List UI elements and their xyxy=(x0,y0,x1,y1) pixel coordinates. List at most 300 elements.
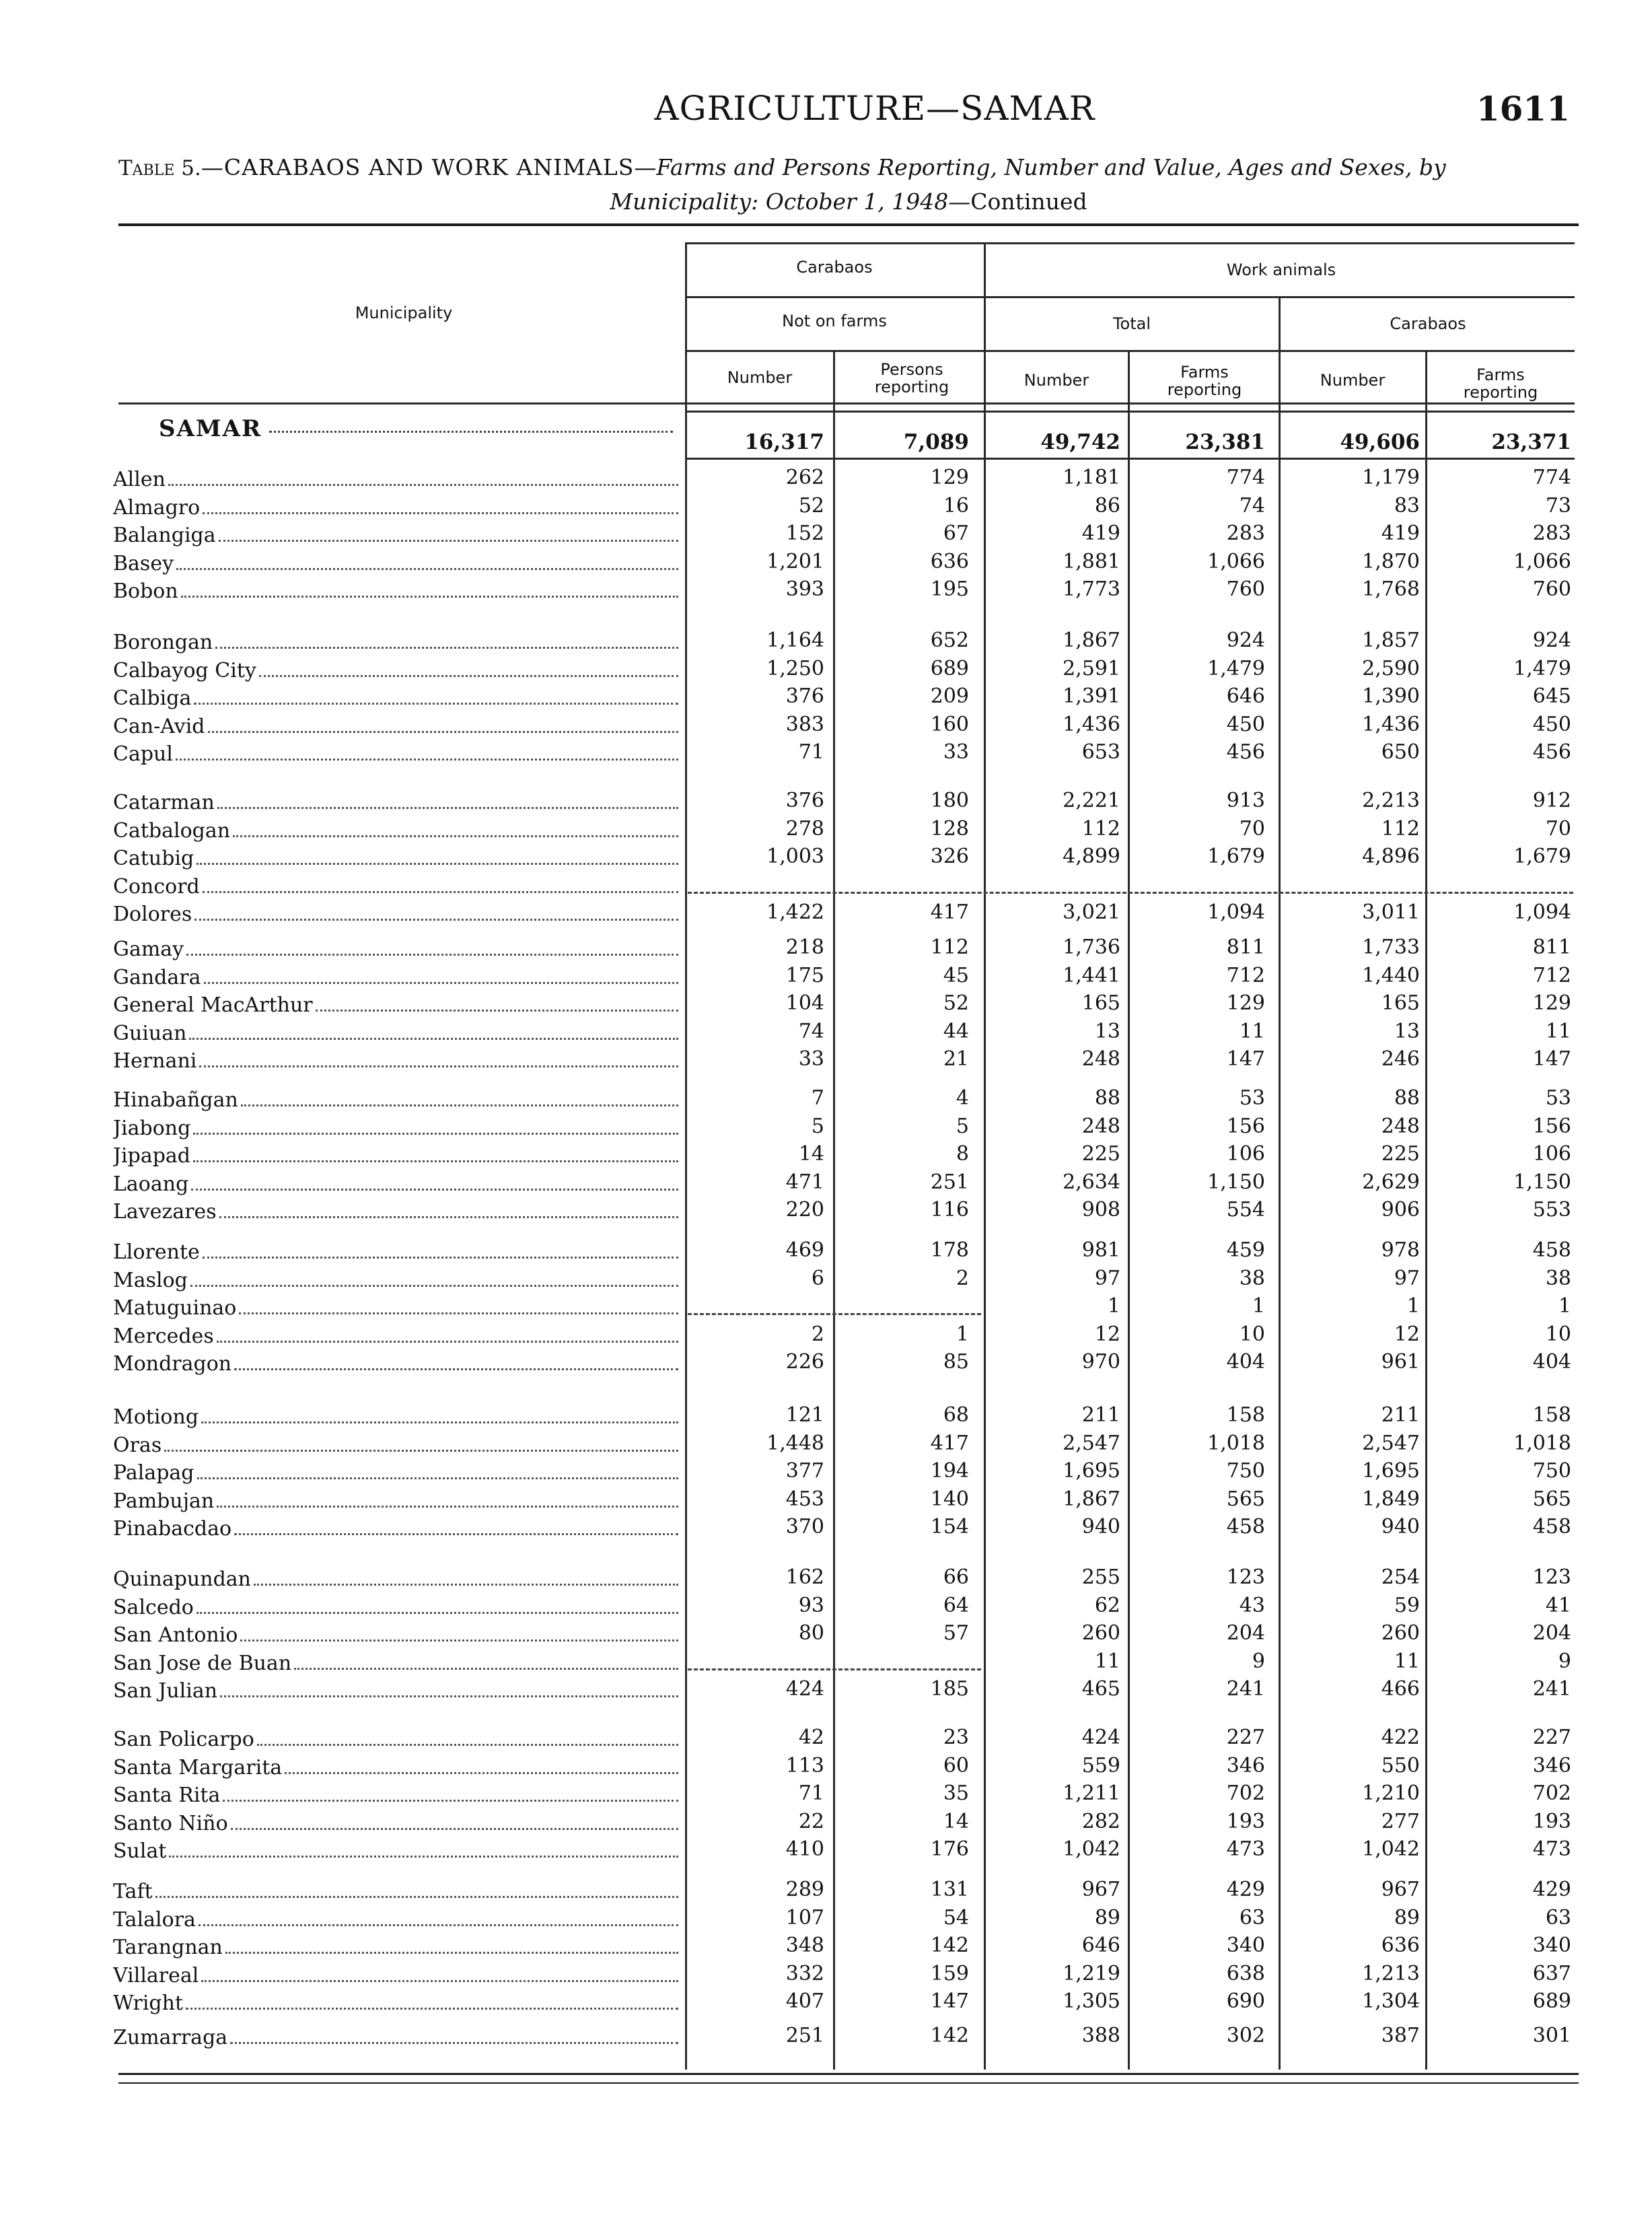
persons-reporting-cell: 417 xyxy=(930,901,969,924)
not-on-farms-number-cell: 33 xyxy=(798,1047,824,1071)
not-on-farms-number-cell: 22 xyxy=(798,1809,824,1833)
work-animals-farms-cell: 750 xyxy=(1226,1459,1265,1483)
carabaos-farms-cell: 712 xyxy=(1532,963,1571,987)
persons-reporting-cell: 35 xyxy=(943,1782,969,1805)
not-on-farms-number-cell: 80 xyxy=(798,1621,824,1645)
dot-leader xyxy=(201,1980,678,1982)
persons-reporting-cell: 194 xyxy=(930,1459,969,1483)
persons-reporting-cell: 142 xyxy=(930,2024,969,2047)
municipality-cell xyxy=(113,1169,678,1196)
work-animals-farms-cell: 38 xyxy=(1239,1266,1265,1290)
municipality-cell xyxy=(113,1113,678,1140)
table-row xyxy=(0,934,1652,961)
table-row xyxy=(0,787,1652,814)
table-row xyxy=(0,1988,1652,2015)
col-header-farms-reporting: Farms reporting xyxy=(1463,365,1538,402)
not-on-farms-number-cell: 107 xyxy=(785,1905,824,1930)
persons-reporting-cell: 142 xyxy=(930,1934,969,1957)
carabaos-farms-cell: 301 xyxy=(1532,2024,1571,2047)
dot-leader xyxy=(208,731,679,733)
persons-reporting-cell: 180 xyxy=(930,789,969,812)
table-row xyxy=(0,1876,1652,1903)
municipality-name: Bobon xyxy=(113,579,178,603)
municipality-name: Laoang xyxy=(113,1172,189,1196)
work-animals-number-cell: 1,305 xyxy=(1063,1989,1120,2013)
municipality-name: Wright xyxy=(113,1991,184,2015)
table-row xyxy=(0,1293,1652,1320)
work-animals-farms-cell: 458 xyxy=(1226,1515,1265,1539)
carabaos-number-cell: 650 xyxy=(1381,740,1420,764)
total-work-animals-number: 49,742 xyxy=(1040,430,1120,454)
carabaos-number-cell: 89 xyxy=(1394,1905,1420,1930)
municipality-name: Oras xyxy=(113,1433,162,1457)
municipality-name: Catubig xyxy=(113,847,194,870)
carabaos-number-cell: 1,210 xyxy=(1362,1782,1420,1805)
work-animals-farms-cell: 204 xyxy=(1226,1621,1265,1645)
municipality-cell xyxy=(113,899,678,926)
municipality-cell xyxy=(113,962,678,989)
carabaos-number-cell: 13 xyxy=(1394,1019,1420,1043)
municipality-name: Dolores xyxy=(113,903,192,926)
municipality-cell xyxy=(113,1753,678,1779)
dot-leader xyxy=(234,1368,678,1370)
work-animals-farms-cell: 456 xyxy=(1226,740,1265,764)
persons-reporting-cell: 185 xyxy=(930,1677,969,1701)
carabaos-farms-cell: 193 xyxy=(1532,1809,1571,1833)
carabaos-farms-cell: 458 xyxy=(1532,1515,1571,1539)
municipality-cell xyxy=(113,1486,678,1513)
municipality-name: Pambujan xyxy=(113,1489,215,1513)
dot-leader xyxy=(196,1612,678,1614)
municipality-name: San Antonio xyxy=(113,1623,238,1647)
carabaos-number-cell: 83 xyxy=(1394,493,1420,518)
top-rule xyxy=(118,223,1579,226)
work-animals-farms-cell: 10 xyxy=(1239,1322,1265,1346)
carabaos-farms-cell: 1,094 xyxy=(1513,901,1571,924)
total-not-on-farms-number: 16,317 xyxy=(744,430,824,454)
work-animals-number-cell: 559 xyxy=(1081,1753,1120,1777)
municipality-cell xyxy=(113,934,678,961)
carabaos-farms-cell: 750 xyxy=(1532,1459,1571,1483)
table-row xyxy=(0,1265,1652,1292)
municipality-cell xyxy=(113,1988,678,2015)
total-work-animals-farms: 23,381 xyxy=(1185,430,1265,454)
carabaos-number-cell: 1,849 xyxy=(1362,1487,1420,1511)
not-on-farms-number-cell: 376 xyxy=(785,684,824,708)
carabaos-number-cell: 165 xyxy=(1381,991,1420,1015)
carabaos-farms-cell: 645 xyxy=(1532,684,1571,708)
table-row xyxy=(0,1905,1652,1932)
carabaos-farms-cell: 553 xyxy=(1532,1198,1571,1222)
carabaos-number-cell: 1,440 xyxy=(1362,963,1420,987)
dot-leader xyxy=(204,982,679,984)
not-on-farms-number-cell: 376 xyxy=(785,789,824,812)
col-header-number: Number xyxy=(1023,371,1089,390)
table-continued: —Continued xyxy=(948,188,1087,215)
carabaos-farms-cell: 689 xyxy=(1532,1989,1571,2013)
table-row xyxy=(0,1724,1652,1751)
carabaos-farms-cell: 38 xyxy=(1545,1266,1571,1290)
carabaos-farms-cell: 241 xyxy=(1532,1677,1571,1701)
carabaos-number-cell: 387 xyxy=(1381,2024,1420,2047)
carabaos-farms-cell: 10 xyxy=(1545,1322,1571,1346)
dot-leader xyxy=(191,1189,678,1191)
dot-leader xyxy=(201,1421,678,1423)
section-title: AGRICULTURE—SAMAR xyxy=(654,89,1096,128)
subheader-carabaos: Carabaos xyxy=(1390,314,1466,333)
work-animals-farms-cell: 690 xyxy=(1226,1989,1265,2013)
municipality-name: Lavezares xyxy=(113,1200,217,1224)
dot-leader xyxy=(239,1312,678,1314)
carabaos-number-cell: 254 xyxy=(1381,1565,1420,1589)
table-row xyxy=(0,739,1652,766)
work-animals-number-cell: 424 xyxy=(1081,1726,1120,1749)
work-animals-farms-cell: 774 xyxy=(1226,466,1265,489)
total-row xyxy=(0,429,1652,456)
work-animals-number-cell: 4,899 xyxy=(1063,845,1120,868)
municipality-cell xyxy=(113,1237,678,1264)
work-animals-number-cell: 13 xyxy=(1094,1019,1120,1043)
carabaos-number-cell: 1,733 xyxy=(1362,936,1420,959)
bottom-rule xyxy=(118,2073,1579,2075)
table-row xyxy=(0,1486,1652,1513)
work-animals-farms-cell: 227 xyxy=(1226,1726,1265,1749)
municipality-name: Hernani xyxy=(113,1049,197,1073)
group-header-carabaos: Carabaos xyxy=(796,258,873,277)
persons-reporting-cell: 60 xyxy=(943,1753,969,1777)
table-row xyxy=(0,1458,1652,1485)
dot-leader xyxy=(316,1010,678,1012)
municipality-name: Llorente xyxy=(113,1240,200,1264)
municipality-cell xyxy=(113,1046,678,1073)
carabaos-farms-cell: 204 xyxy=(1532,1621,1571,1645)
not-on-farms-number-cell: 1,422 xyxy=(766,901,824,924)
not-on-farms-number-cell: 42 xyxy=(798,1726,824,1749)
work-animals-farms-cell: 429 xyxy=(1226,1878,1265,1901)
carabaos-farms-cell: 912 xyxy=(1532,789,1571,812)
dot-leader xyxy=(168,484,678,486)
table-row xyxy=(0,1648,1652,1675)
work-animals-farms-cell: 1,679 xyxy=(1207,845,1265,868)
work-animals-number-cell: 225 xyxy=(1081,1142,1120,1166)
work-animals-farms-cell: 193 xyxy=(1226,1809,1265,1833)
work-animals-number-cell: 419 xyxy=(1081,522,1120,545)
col-header-farms-reporting: Farms reporting xyxy=(1167,363,1242,399)
carabaos-number-cell: 978 xyxy=(1381,1238,1420,1262)
carabaos-number-cell: 636 xyxy=(1381,1934,1420,1957)
dot-leader xyxy=(176,568,678,570)
work-animals-farms-cell: 712 xyxy=(1226,963,1265,987)
table-row xyxy=(0,1676,1652,1703)
dot-leader xyxy=(186,2008,678,2010)
carabaos-number-cell: 11 xyxy=(1394,1649,1420,1673)
dot-leader xyxy=(199,1924,678,1926)
persons-reporting-cell: 68 xyxy=(943,1403,969,1427)
work-animals-farms-cell: 638 xyxy=(1226,1961,1265,1985)
municipality-name: Basey xyxy=(113,551,174,575)
dot-leader xyxy=(294,1668,678,1670)
dot-leader xyxy=(193,1133,678,1135)
total-row-label: SAMAR xyxy=(159,415,262,442)
carabaos-number-cell: 112 xyxy=(1381,816,1420,841)
municipality-cell xyxy=(113,1876,678,1903)
dot-leader xyxy=(257,1744,678,1746)
table-row xyxy=(0,711,1652,738)
municipality-name: Mercedes xyxy=(113,1324,214,1348)
dot-leader xyxy=(223,1800,678,1802)
work-animals-number-cell: 112 xyxy=(1081,816,1120,841)
dot-leader xyxy=(225,1952,678,1954)
work-animals-farms-cell: 565 xyxy=(1226,1487,1265,1511)
persons-reporting-cell: 129 xyxy=(930,466,969,489)
col-header-number: Number xyxy=(1320,371,1386,390)
municipality-name: Gamay xyxy=(113,938,184,961)
table-row xyxy=(0,990,1652,1017)
dot-leader xyxy=(169,1856,678,1858)
municipality-name: Calbiga xyxy=(113,686,192,710)
carabaos-farms-cell: 129 xyxy=(1532,991,1571,1015)
municipality-name: Santo Niño xyxy=(113,1811,228,1835)
work-animals-number-cell: 1,867 xyxy=(1063,1487,1120,1511)
table-row xyxy=(0,1780,1652,1807)
work-animals-farms-cell: 283 xyxy=(1226,522,1265,545)
municipality-name: Allen xyxy=(113,468,166,491)
not-on-farms-number-cell: 251 xyxy=(785,2024,824,2047)
municipality-cell xyxy=(113,711,678,738)
not-on-farms-number-cell: 289 xyxy=(785,1878,824,1901)
municipality-name: San Jose de Buan xyxy=(113,1651,292,1675)
dot-leader xyxy=(234,1533,678,1535)
table-row xyxy=(0,1564,1652,1591)
municipality-cell xyxy=(113,1564,678,1591)
table-row xyxy=(0,493,1652,520)
dot-leader xyxy=(196,863,678,865)
dot-leader xyxy=(181,596,678,598)
dot-leader xyxy=(233,835,678,837)
work-animals-number-cell: 211 xyxy=(1081,1403,1120,1427)
work-animals-farms-cell: 459 xyxy=(1226,1238,1265,1262)
work-animals-number-cell: 465 xyxy=(1081,1677,1120,1701)
header-rule xyxy=(686,242,1575,244)
work-animals-number-cell: 1,181 xyxy=(1063,466,1120,489)
carabaos-number-cell: 1,179 xyxy=(1362,466,1420,489)
not-on-farms-number-cell: 175 xyxy=(785,963,824,987)
subheader-not-on-farms: Not on farms xyxy=(782,312,887,330)
work-animals-number-cell: 1 xyxy=(1107,1294,1120,1318)
municipality-cell xyxy=(113,1836,678,1863)
work-animals-number-cell: 89 xyxy=(1094,1905,1120,1930)
carabaos-farms-cell: 63 xyxy=(1545,1905,1571,1930)
carabaos-farms-cell: 473 xyxy=(1532,1837,1571,1861)
persons-reporting-cell: 8 xyxy=(956,1142,969,1166)
municipality-cell xyxy=(113,493,678,520)
carabaos-farms-cell: 637 xyxy=(1532,1961,1571,1985)
table-row xyxy=(0,1169,1652,1196)
carabaos-number-cell: 260 xyxy=(1381,1621,1420,1645)
carabaos-farms-cell: 456 xyxy=(1532,740,1571,764)
municipality-name: Almagro xyxy=(113,495,201,520)
work-animals-number-cell: 908 xyxy=(1081,1198,1120,1222)
municipality-name: Gandara xyxy=(113,965,201,989)
dot-leader xyxy=(193,1160,678,1162)
not-on-farms-number-cell: 14 xyxy=(798,1142,824,1166)
carabaos-number-cell: 1,870 xyxy=(1362,549,1420,573)
municipality-name: Taft xyxy=(113,1880,153,1903)
persons-reporting-cell: 112 xyxy=(930,936,969,959)
dot-leader xyxy=(203,1257,678,1259)
carabaos-number-cell: 277 xyxy=(1381,1809,1420,1833)
dot-leader xyxy=(203,512,678,514)
table-row xyxy=(0,1932,1652,1959)
carabaos-farms-cell: 404 xyxy=(1532,1350,1571,1374)
not-on-farms-number-cell: 1,201 xyxy=(766,549,824,573)
persons-reporting-cell: 417 xyxy=(930,1431,969,1455)
not-on-farms-number-cell: 1,164 xyxy=(766,629,824,652)
no-data-dashes xyxy=(688,1313,981,1315)
municipality-name: Maslog xyxy=(113,1268,188,1292)
table-row xyxy=(0,1141,1652,1168)
table-row xyxy=(0,1808,1652,1835)
table-caption xyxy=(118,151,1579,219)
header-rule xyxy=(686,350,1575,352)
work-animals-number-cell: 1,436 xyxy=(1063,712,1120,736)
dot-leader xyxy=(259,675,678,677)
municipality-cell xyxy=(113,1349,678,1376)
municipality-cell xyxy=(113,1780,678,1807)
work-animals-farms-cell: 11 xyxy=(1239,1019,1265,1043)
municipality-name: Balangiga xyxy=(113,524,216,547)
work-animals-number-cell: 62 xyxy=(1094,1593,1120,1617)
not-on-farms-number-cell: 1,003 xyxy=(766,845,824,868)
work-animals-farms-cell: 158 xyxy=(1226,1403,1265,1427)
not-on-farms-number-cell: 71 xyxy=(798,740,824,764)
municipality-cell xyxy=(113,990,678,1017)
municipality-cell xyxy=(113,1197,678,1224)
not-on-farms-number-cell: 162 xyxy=(785,1565,824,1589)
work-animals-farms-cell: 473 xyxy=(1226,1837,1265,1861)
municipality-cell xyxy=(113,1905,678,1932)
work-animals-farms-cell: 702 xyxy=(1226,1782,1265,1805)
municipality-name: General MacArthur xyxy=(113,993,313,1017)
carabaos-farms-cell: 106 xyxy=(1532,1142,1571,1166)
carabaos-farms-cell: 158 xyxy=(1532,1403,1571,1427)
table-row xyxy=(0,464,1652,491)
work-animals-farms-cell: 913 xyxy=(1226,789,1265,812)
work-animals-farms-cell: 646 xyxy=(1226,684,1265,708)
table-row xyxy=(0,1592,1652,1619)
work-animals-number-cell: 248 xyxy=(1081,1114,1120,1138)
dot-leader xyxy=(155,1896,678,1898)
carabaos-number-cell: 225 xyxy=(1381,1142,1420,1166)
not-on-farms-number-cell: 104 xyxy=(785,991,824,1015)
dot-leader xyxy=(231,1828,678,1830)
persons-reporting-cell: 326 xyxy=(930,845,969,868)
persons-reporting-cell: 159 xyxy=(930,1961,969,1985)
table-row xyxy=(0,843,1652,870)
not-on-farms-number-cell: 93 xyxy=(798,1593,824,1617)
municipality-name: Motiong xyxy=(113,1405,199,1429)
municipality-cell xyxy=(113,1724,678,1751)
work-animals-number-cell: 1,391 xyxy=(1063,684,1120,708)
not-on-farms-number-cell: 383 xyxy=(785,712,824,736)
persons-reporting-cell: 178 xyxy=(930,1238,969,1262)
carabaos-number-cell: 550 xyxy=(1381,1753,1420,1777)
carabaos-farms-cell: 147 xyxy=(1532,1047,1571,1071)
dot-leader xyxy=(220,1695,678,1697)
work-animals-farms-cell: 340 xyxy=(1226,1934,1265,1957)
municipality-name: Pinabacdao xyxy=(113,1517,232,1541)
municipality-cell xyxy=(113,1018,678,1045)
table-row xyxy=(0,549,1652,575)
not-on-farms-number-cell: 2 xyxy=(811,1322,824,1346)
work-animals-number-cell: 1,441 xyxy=(1063,963,1120,987)
work-animals-farms-cell: 43 xyxy=(1239,1593,1265,1617)
carabaos-farms-cell: 924 xyxy=(1532,629,1571,652)
work-animals-number-cell: 1,736 xyxy=(1063,936,1120,959)
page-number: 1611 xyxy=(1476,89,1570,129)
carabaos-farms-cell: 702 xyxy=(1532,1782,1571,1805)
carabaos-number-cell: 2,547 xyxy=(1362,1431,1420,1455)
persons-reporting-cell: 131 xyxy=(930,1878,969,1901)
table-row xyxy=(0,1085,1652,1112)
work-animals-farms-cell: 1,018 xyxy=(1207,1431,1265,1455)
carabaos-farms-cell: 1,018 xyxy=(1513,1431,1571,1455)
persons-reporting-cell: 67 xyxy=(943,522,969,545)
dot-leader xyxy=(197,1477,679,1479)
dot-leader xyxy=(176,759,678,761)
municipality-cell xyxy=(113,2022,678,2049)
not-on-farms-number-cell: 71 xyxy=(798,1782,824,1805)
carabaos-number-cell: 466 xyxy=(1381,1677,1420,1701)
work-animals-number-cell: 260 xyxy=(1081,1621,1120,1645)
carabaos-number-cell: 3,011 xyxy=(1362,901,1420,924)
municipality-name: Borongan xyxy=(113,631,213,654)
dot-leader xyxy=(194,703,678,705)
work-animals-farms-cell: 1 xyxy=(1252,1294,1265,1318)
carabaos-number-cell: 1,390 xyxy=(1362,684,1420,708)
table-row xyxy=(0,899,1652,926)
municipality-name: Can-Avid xyxy=(113,714,205,738)
municipality-name: Jiabong xyxy=(113,1116,191,1140)
persons-reporting-cell: 636 xyxy=(930,549,969,573)
municipality-name: Talalora xyxy=(113,1907,196,1932)
table-row xyxy=(0,1620,1652,1647)
not-on-farms-number-cell: 348 xyxy=(785,1934,824,1957)
table-row xyxy=(0,1018,1652,1045)
municipality-cell xyxy=(113,1648,678,1675)
work-animals-farms-cell: 1,479 xyxy=(1207,656,1265,680)
not-on-farms-number-cell: 407 xyxy=(785,1989,824,2013)
table-row xyxy=(0,1402,1652,1429)
carabaos-number-cell: 88 xyxy=(1394,1086,1420,1110)
carabaos-number-cell: 940 xyxy=(1381,1515,1420,1539)
carabaos-number-cell: 2,213 xyxy=(1362,789,1420,812)
carabaos-number-cell: 2,629 xyxy=(1362,1170,1420,1194)
dot-leader xyxy=(240,1640,678,1642)
persons-reporting-cell: 160 xyxy=(930,712,969,736)
table-row xyxy=(0,1349,1652,1376)
table-row xyxy=(0,627,1652,654)
dot-leader xyxy=(190,1285,678,1287)
work-animals-number-cell: 1,867 xyxy=(1063,629,1120,652)
persons-reporting-cell: 652 xyxy=(930,629,969,652)
municipality-name: Hinabañgan xyxy=(113,1088,238,1112)
municipality-name: San Julian xyxy=(113,1679,218,1703)
work-animals-number-cell: 2,547 xyxy=(1063,1431,1120,1455)
table-row xyxy=(0,872,1652,898)
municipality-name: Santa Margarita xyxy=(113,1755,283,1779)
persons-reporting-cell: 2 xyxy=(956,1266,969,1290)
